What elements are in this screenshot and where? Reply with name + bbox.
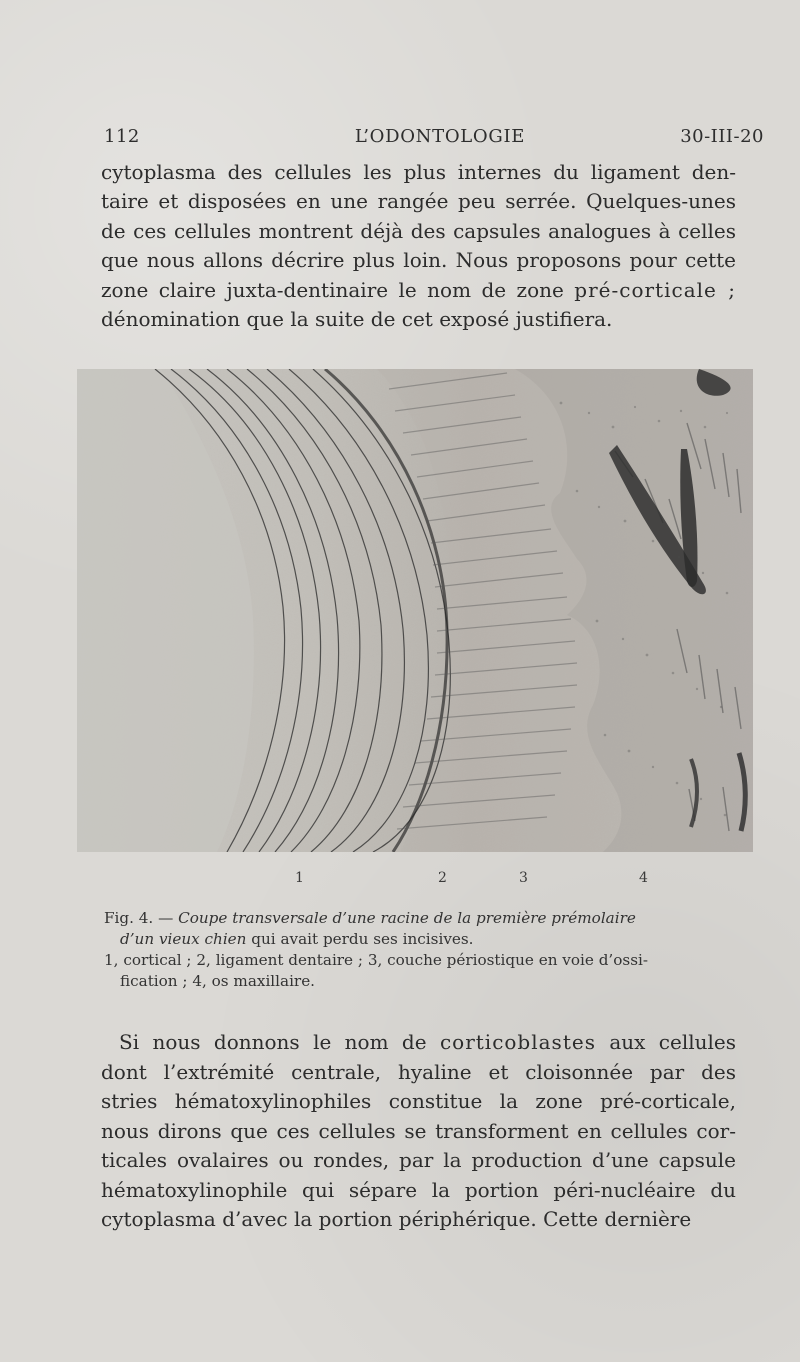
italic-term: pré-corticale ;: [574, 277, 737, 302]
paragraph-line: cytoplasma des cellules les plus internes du ligament den-: [101, 160, 736, 184]
caption-prefix: Fig. 4. —: [104, 909, 174, 927]
paragraph-line: taire et disposées en une rangée peu serrée. Quelques-unes: [101, 189, 736, 214]
paragraph-line: stries hématoxylinophiles constitue la zone pré-corticale,: [101, 1089, 736, 1113]
caption-italic-text: Coupe transversale d’une racine de la première prémolaire: [178, 909, 636, 927]
paragraph-line: dont l’extrémité centrale, hyaline et cloisonnée par des: [101, 1059, 736, 1084]
figure-marker-2: 2: [438, 870, 447, 886]
caption-legend-line-2: fication ; 4, os maxillaire.: [120, 972, 316, 990]
figure-marker-1: 1: [295, 870, 304, 886]
paragraph-line: de ces cellules montrent déjà des capsules analogues à celles: [101, 218, 736, 243]
paragraph-line: nous dirons que ces cellules se transforment en cellules cor-: [101, 1118, 736, 1143]
issue-date: 30-III-20: [680, 126, 764, 147]
journal-title: L’ODONTOLOGIE: [354, 126, 526, 147]
paragraph-line: ticales ovalaires ou rondes, par la production d’une capsule: [101, 1148, 736, 1172]
bottom-paragraph: [101, 1028, 736, 1235]
figure-marker-4: 4: [639, 870, 648, 886]
paragraph-line-part: aux cellules: [609, 1030, 737, 1054]
caption-legend-line-1: 1, cortical ; 2, ligament dentaire ; 3, couche périostique en voie d’ossi-: [104, 951, 648, 969]
italic-term: corticoblastes: [439, 1030, 596, 1054]
figure-caption: [104, 908, 740, 992]
paragraph-line-part: Si nous donnons le nom de: [119, 1030, 427, 1054]
paragraph-line-part: zone claire juxta-dentinaire le nom de zone: [101, 277, 564, 302]
caption-italic-text-2: d’un vieux chien: [120, 930, 247, 948]
paragraph-line-with-italic: [101, 1028, 736, 1058]
paragraph-line: dénomination que la suite de cet exposé justifiera.: [101, 307, 613, 332]
micrograph-figure: [77, 369, 753, 852]
caption-line-1: [104, 908, 740, 929]
running-header: [104, 126, 764, 150]
paragraph-line: cytoplasma d’avec la portion périphérique. Cette dernière: [101, 1207, 692, 1231]
paragraph-line: hématoxylinophile qui sépare la portion péri-nucléaire du: [101, 1177, 736, 1202]
figure-marker-3: 3: [519, 870, 528, 886]
top-paragraph: [101, 158, 736, 334]
paragraph-line-with-italic: [101, 276, 736, 305]
page-number: 112: [104, 126, 140, 147]
paragraph-line: que nous allons décrire plus loin. Nous proposons pour cette: [101, 248, 736, 273]
caption-line-2: [104, 929, 740, 950]
micrograph-image: [77, 369, 753, 852]
figure-markers: [0, 870, 800, 894]
caption-normal-text-2: qui avait perdu ses incisives.: [251, 930, 474, 948]
